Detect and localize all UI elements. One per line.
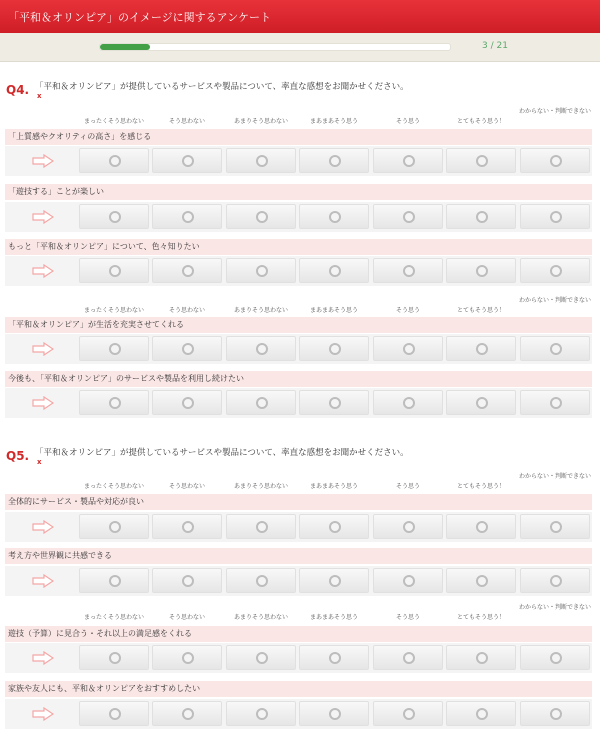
response-row	[5, 699, 592, 729]
radio-option-4[interactable]	[299, 568, 369, 593]
radio-circle	[109, 211, 121, 223]
radio-circle	[256, 397, 268, 409]
scale-label: あまりそう思わない	[233, 483, 288, 490]
radio-circle	[476, 265, 488, 277]
item-statement: もっと「平和＆オリンピア」について、色々知りたい	[5, 239, 592, 255]
radio-option-7[interactable]	[520, 390, 590, 415]
radio-circle	[476, 575, 488, 587]
radio-option-4[interactable]	[299, 258, 369, 283]
radio-circle	[476, 652, 488, 664]
item-statement: 「平和＆オリンピア」が生活を充実させてくれる	[5, 317, 592, 333]
radio-option-6[interactable]	[446, 258, 516, 283]
progress-count: 3 / 21	[482, 41, 508, 51]
radio-circle	[109, 155, 121, 167]
arrow-right-icon	[32, 707, 54, 721]
radio-circle	[403, 211, 415, 223]
radio-circle	[182, 265, 194, 277]
radio-circle	[109, 521, 121, 533]
scale-label: わからない・判断できない	[519, 108, 592, 115]
scale-labels-row	[0, 603, 600, 623]
radio-option-5[interactable]	[373, 568, 443, 593]
radio-option-6[interactable]	[446, 568, 516, 593]
radio-circle	[550, 265, 562, 277]
radio-circle	[550, 708, 562, 720]
arrow-right-icon	[32, 651, 54, 665]
scale-label: そう思う	[395, 483, 420, 490]
response-row	[5, 512, 592, 542]
radio-circle	[329, 265, 341, 277]
radio-option-2[interactable]	[152, 204, 222, 229]
radio-circle	[109, 343, 121, 355]
scale-label: そう思わない	[168, 483, 205, 490]
scale-label: まったくそう思わない	[83, 483, 144, 490]
radio-option-6[interactable]	[446, 148, 516, 173]
radio-option-4[interactable]	[299, 514, 369, 539]
scale-label: まあまあそう思う	[309, 614, 358, 621]
radio-option-2[interactable]	[152, 701, 222, 726]
radio-option-6[interactable]	[446, 336, 516, 361]
scale-label: わからない・判断できない	[519, 297, 592, 304]
radio-option-6[interactable]	[446, 514, 516, 539]
radio-option-2[interactable]	[152, 645, 222, 670]
radio-circle	[476, 343, 488, 355]
scale-label: あまりそう思わない	[233, 307, 288, 314]
radio-option-6[interactable]	[446, 204, 516, 229]
radio-option-3[interactable]	[226, 514, 296, 539]
radio-option-5[interactable]	[373, 701, 443, 726]
radio-option-2[interactable]	[152, 336, 222, 361]
scale-label: わからない・判断できない	[519, 604, 592, 611]
response-row	[5, 202, 592, 232]
radio-option-2[interactable]	[152, 148, 222, 173]
radio-circle	[109, 265, 121, 277]
radio-circle	[550, 343, 562, 355]
radio-circle	[182, 343, 194, 355]
scale-label: まったくそう思わない	[83, 307, 144, 314]
radio-circle	[329, 575, 341, 587]
radio-option-3[interactable]	[226, 336, 296, 361]
scale-label: そう思う	[395, 118, 420, 125]
radio-option-3[interactable]	[226, 258, 296, 283]
survey-title: 「平和＆オリンピア」のイメージに関するアンケート	[8, 11, 272, 24]
scale-label: そう思わない	[168, 307, 205, 314]
radio-circle	[109, 575, 121, 587]
question-text: 「平和＆オリンピア」が提供しているサービスや製品について、率直な感想をお聞かせください。	[35, 448, 409, 458]
item-statement: 遊技（予算）に見合う・それ以上の満足感をくれる	[5, 626, 592, 642]
required-mark: x	[37, 92, 42, 100]
radio-option-1[interactable]	[79, 645, 149, 670]
radio-circle	[329, 521, 341, 533]
radio-option-7[interactable]	[520, 568, 590, 593]
response-row	[5, 256, 592, 286]
radio-option-1[interactable]	[79, 258, 149, 283]
scale-label: とてもそう思う！	[456, 614, 505, 621]
item-statement: 全体的にサービス・製品や対応が良い	[5, 494, 592, 510]
response-row	[5, 566, 592, 596]
scale-label: とてもそう思う！	[456, 483, 505, 490]
radio-option-4[interactable]	[299, 390, 369, 415]
radio-circle	[329, 652, 341, 664]
radio-circle	[550, 211, 562, 223]
radio-option-5[interactable]	[373, 148, 443, 173]
arrow-right-icon	[32, 210, 54, 224]
radio-option-7[interactable]	[520, 148, 590, 173]
radio-circle	[182, 708, 194, 720]
radio-circle	[256, 265, 268, 277]
radio-circle	[256, 575, 268, 587]
scale-label: わからない・判断できない	[519, 473, 592, 480]
response-row	[5, 643, 592, 673]
arrow-right-icon	[32, 520, 54, 534]
radio-circle	[403, 265, 415, 277]
radio-option-5[interactable]	[373, 514, 443, 539]
scale-label: とてもそう思う！	[456, 307, 505, 314]
radio-option-7[interactable]	[520, 336, 590, 361]
question-text: 「平和＆オリンピア」が提供しているサービスや製品について、率直な感想をお聞かせください。	[35, 82, 409, 92]
radio-circle	[109, 397, 121, 409]
arrow-right-icon	[32, 574, 54, 588]
radio-circle	[182, 521, 194, 533]
response-row	[5, 388, 592, 418]
radio-option-4[interactable]	[299, 336, 369, 361]
progress-section	[0, 33, 600, 62]
scale-label: とてもそう思う！	[456, 118, 505, 125]
scale-label: まあまあそう思う	[309, 483, 358, 490]
progress-bar-fill	[100, 44, 150, 50]
scale-labels-row	[0, 296, 600, 316]
item-statement: 「上質感やクオリティの高さ」を感じる	[5, 129, 592, 145]
scale-label: まったくそう思わない	[83, 614, 144, 621]
radio-circle	[403, 343, 415, 355]
radio-circle	[109, 708, 121, 720]
radio-circle	[182, 575, 194, 587]
radio-option-2[interactable]	[152, 390, 222, 415]
radio-option-4[interactable]	[299, 645, 369, 670]
radio-option-5[interactable]	[373, 204, 443, 229]
radio-option-1[interactable]	[79, 204, 149, 229]
radio-circle	[550, 397, 562, 409]
item-statement: 今後も、「平和＆オリンピア」のサービスや製品を利用し続けたい	[5, 371, 592, 387]
question-number: Q4.	[6, 83, 30, 97]
radio-circle	[476, 708, 488, 720]
radio-circle	[550, 521, 562, 533]
radio-circle	[550, 575, 562, 587]
response-row	[5, 146, 592, 176]
radio-option-6[interactable]	[446, 701, 516, 726]
radio-circle	[109, 652, 121, 664]
scale-label: まったくそう思わない	[83, 118, 144, 125]
required-mark: x	[37, 458, 42, 466]
radio-option-2[interactable]	[152, 568, 222, 593]
radio-circle	[476, 521, 488, 533]
radio-circle	[476, 155, 488, 167]
radio-circle	[329, 155, 341, 167]
radio-option-5[interactable]	[373, 390, 443, 415]
scale-label: あまりそう思わない	[233, 118, 288, 125]
scale-labels-row	[0, 472, 600, 492]
radio-circle	[403, 652, 415, 664]
radio-circle	[182, 155, 194, 167]
radio-option-1[interactable]	[79, 701, 149, 726]
radio-circle	[403, 708, 415, 720]
radio-circle	[329, 343, 341, 355]
radio-circle	[329, 397, 341, 409]
radio-option-2[interactable]	[152, 514, 222, 539]
radio-option-4[interactable]	[299, 148, 369, 173]
radio-option-3[interactable]	[226, 568, 296, 593]
radio-option-3[interactable]	[226, 390, 296, 415]
scale-labels-row	[0, 107, 600, 127]
scale-label: まあまあそう思う	[309, 118, 358, 125]
radio-option-6[interactable]	[446, 645, 516, 670]
response-row	[5, 334, 592, 364]
radio-option-1[interactable]	[79, 336, 149, 361]
radio-circle	[550, 155, 562, 167]
survey-header	[0, 0, 600, 33]
question-number: Q5.	[6, 449, 30, 463]
progress-bar	[99, 43, 451, 51]
radio-circle	[256, 521, 268, 533]
scale-label: まあまあそう思う	[309, 307, 358, 314]
radio-option-7[interactable]	[520, 701, 590, 726]
scale-label: そう思う	[395, 614, 420, 621]
radio-circle	[403, 521, 415, 533]
radio-option-1[interactable]	[79, 390, 149, 415]
radio-circle	[403, 575, 415, 587]
radio-circle	[403, 397, 415, 409]
radio-circle	[476, 211, 488, 223]
radio-option-7[interactable]	[520, 514, 590, 539]
scale-label: そう思わない	[168, 118, 205, 125]
radio-option-5[interactable]	[373, 258, 443, 283]
scale-label: そう思わない	[168, 614, 205, 621]
radio-circle	[329, 211, 341, 223]
radio-option-5[interactable]	[373, 336, 443, 361]
radio-option-3[interactable]	[226, 148, 296, 173]
item-statement: 考え方や世界観に共感できる	[5, 548, 592, 564]
radio-option-1[interactable]	[79, 148, 149, 173]
radio-option-3[interactable]	[226, 701, 296, 726]
radio-circle	[256, 343, 268, 355]
scale-label: そう思う	[395, 307, 420, 314]
radio-option-5[interactable]	[373, 645, 443, 670]
radio-circle	[329, 708, 341, 720]
radio-circle	[256, 211, 268, 223]
radio-option-3[interactable]	[226, 204, 296, 229]
radio-circle	[182, 211, 194, 223]
radio-circle	[182, 397, 194, 409]
radio-circle	[256, 708, 268, 720]
arrow-right-icon	[32, 264, 54, 278]
radio-option-1[interactable]	[79, 568, 149, 593]
item-statement: 家族や友人にも、平和＆オリンピアをおすすめしたい	[5, 681, 592, 697]
arrow-right-icon	[32, 342, 54, 356]
scale-label: あまりそう思わない	[233, 614, 288, 621]
radio-circle	[256, 155, 268, 167]
radio-circle	[550, 652, 562, 664]
arrow-right-icon	[32, 154, 54, 168]
radio-circle	[182, 652, 194, 664]
radio-option-7[interactable]	[520, 258, 590, 283]
item-statement: 「遊技する」ことが楽しい	[5, 184, 592, 200]
radio-option-3[interactable]	[226, 645, 296, 670]
radio-option-4[interactable]	[299, 204, 369, 229]
radio-option-1[interactable]	[79, 514, 149, 539]
radio-option-6[interactable]	[446, 390, 516, 415]
radio-option-7[interactable]	[520, 204, 590, 229]
radio-circle	[256, 652, 268, 664]
radio-circle	[403, 155, 415, 167]
radio-option-2[interactable]	[152, 258, 222, 283]
radio-circle	[476, 397, 488, 409]
radio-option-7[interactable]	[520, 645, 590, 670]
radio-option-4[interactable]	[299, 701, 369, 726]
arrow-right-icon	[32, 396, 54, 410]
